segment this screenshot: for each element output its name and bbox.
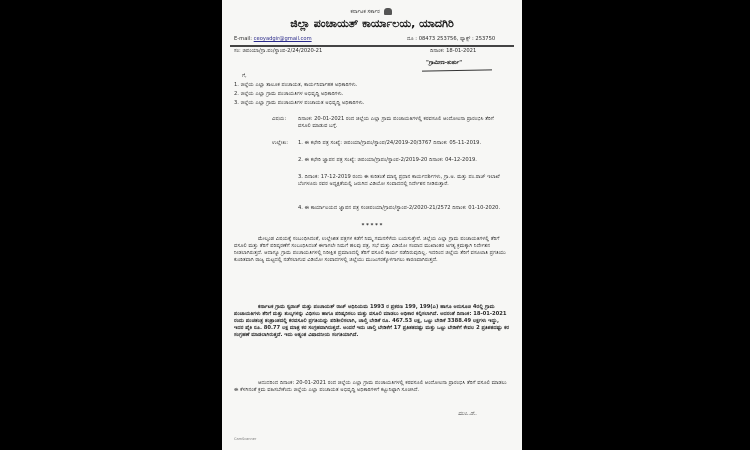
office-title: ಜಿಲ್ಲಾ ಪಂಚಾಯತ್ ಕಾರ್ಯಾಲಯ, ಯಾದಗಿರಿ: [290, 17, 454, 30]
subject-text: ದಿನಾಂಕ: 20-01-2021 ರಂದ ಜಿಲ್ಲೆಯ ಎಲ್ಲಾ ಗ್ರಾಮ ಪಂಚಾಯತಿಗಳಲ್ಲಿ ಕರವಸೂಲಿ ಆಂದೋಲನಾ ಪ್ರಾರಂಭಿಸಿ ತೆರಿಗೆ ವಸೂಲಿ ಮಾಡುವ ಬಗ್ಗೆ.: [298, 116, 494, 129]
email-line: [234, 36, 312, 43]
paragraph-3: ಆದುದರಿಂದ ದಿನಾಂಕ: 20-01-2021 ರಂದ ಜಿಲ್ಲೆಯ ಎಲ್ಲಾ ಗ್ರಾಮ ಪಂಚಾಯತಿಗಳಲ್ಲಿ ಕರವಸೂಲಿ ಆಂದೋಲನಾ ಪ್ರಾರಂಭಿಸಿ ತೆರಿಗೆ ವಸೂಲಿ ಮಾಡಲು ಈ ಕೆಳಗಿನಂತೆ ಕ್ರಮ ವಹಿಸಬೇಕೆಂದು ಜಿಲ್ಲೆಯ ಎಲ್ಲಾ ಪಂಚಾಯತ ಅಭಿವೃದ್ಧಿ ಅಧಿಕಾರಿಗಳಿಗೆ ಕಟ್ಟುನಿಟ್ಟಾಗಿ ಸೂಚಿಸಿದೆ.: [234, 380, 507, 393]
signature: ಮುಂ..ಡೆ..: [458, 411, 477, 417]
phone-line: ದೂ : 08473 253756, ಫ್ಯಾಕ್ಸ್ : 253750: [407, 36, 496, 42]
document-page: [222, 0, 522, 450]
reference-4: 4. ಈ ಕಾರ್ಯಾಲಯದ ಜ್ಞಾಪನ ಪತ್ರ ಸಂಜಿಪಂಯಾ/ಗ್ರಾಪಂ/ಸ್ಥಾಂಪ-2/2020-21/2572 ದಿನಾಂಕ: 01-10-2020.: [298, 205, 501, 211]
paragraph-2: ಕರ್ನಾಟಕ ಗ್ರಾಮ ಸ್ವರಾಜ್ ಮತ್ತು ಪಂಚಾಯತ್ ರಾಜ್ ಅಧಿನಿಯಮ 1993 ರ ಪ್ರಕರಣ 199, 199(ಎ) ಹಾಗೂ ಅನುಸೂಚಿ 4ರಲ್ಲಿ ಗ್ರಾಮ ಪಂಚಾಯತಿಗಳು ತೆರಿಗೆ ಮತ್ತು ಶುಲ್ಕಗಳನ್ನು ವಿಧಿಸಲು ಹಾಗೂ ಪರಿಷ್ಕರಿಸಲು ಮತ್ತು ವಸೂಲಿ ಮಾಡಲು ಅಧಿಕಾರ ಕಲ್ಪಿಸಲಾಗಿದೆ. ಅದರಂತೆ ದಿನಾಂಕ: 18-01-2021 ರಂದು ಪಂಚತಂತ್ರ ತಂತ್ರಾಂಶದಲ್ಲಿ ಕರವಸೂಲಿ ಪ್ರಗತಿಯನ್ನು ಪರಿಶೀಲಿಸಲಾಗಿ, ಚಾಲ್ತಿ ಬೇಡಿಕೆ ರೂ. 467.53 ಲಕ್ಷ, ಒಟ್ಟು ಬೇಡಿಕೆ 3388.49 ಲಕ್ಷಗಳು ಇದ್ದು, ಇದರ ಪೈಕಿ ರೂ. 80.77 ಲಕ್ಷ ಮಾತ್ರ ಕರ ಸಂಗ್ರಹವಾಗಿರುತ್ತದೆ. ಅಂದರೆ ಇದು ಚಾಲ್ತಿ ಬೇಡಿಕೆಗೆ 17 ಪ್ರತಿಶತದಷ್ಟು ಮತ್ತು ಒಟ್ಟು ಬೇಡಿಕೆಗೆ ಕೇವಲ 2 ಪ್ರತಿಶತದಷ್ಟು ಕರ ಸಂಗ್ರಹಣೆ ಮಾಡಲಾಗಿರುತ್ತದೆ. ಇದು ಅತ್ಯಂತ ವಿಷಾದನೀಯ ಸಂಗತಿಯಾಗಿದೆ.: [234, 304, 510, 338]
reference-number: ಸಂ: ಜಿಪಂಯಾ/ಗ್ರಾ.ಪಂ/ಸ್ಥಾಂಪ-2/24/2020-21: [234, 48, 323, 54]
separator-stars: * * * * *: [361, 223, 383, 229]
header-divider: [230, 45, 514, 47]
reference-2: 2. ಈ ಕಛೇರಿ ಜ್ಞಾಪನ ಪತ್ರ ಸಂಖ್ಯೆ: ಜಿಪಂಯಾ/ಗ್ರಾಪಂ/ಸ್ಥಾಂಪ-2/2019-20 ದಿನಾಂಕ: 04-12-2019.: [298, 157, 477, 163]
to-label: ಗೆ,: [242, 73, 247, 79]
stamp-underline: [422, 69, 492, 71]
reference-3: 3. ದಿನಾಂಕ: 17-12-2019 ರಂದು ಈ ಕುರಿತಂತೆ ಮಾನ್ಯ ಪ್ರಧಾನ ಕಾರ್ಯದರ್ಶಿಗಳು, ಗ್ರಾ.ಅ. ಮತ್ತು ಪಂ.ರಾಜ್ ಇಲಾಖೆ ಬೆಂಗಳೂರು ರವರ ಅಧ್ಯಕ್ಷತೆಯಲ್ಲಿ ಜರುಗಿದ ವಿಡಿಯೋ ಸಂವಾದದಲ್ಲಿ ನಿರ್ದೇಶನ ನೀಡಿರುತ್ತಾರೆ.: [298, 174, 500, 187]
recipient-2: 2. ಜಿಲ್ಲೆಯ ಎಲ್ಲಾ ಗ್ರಾಮ ಪಂಚಾಯತಿಗಳ ಅಭಿವೃದ್ಧಿ ಅಧಿಕಾರಿಗಳು.: [234, 91, 344, 97]
reference-1: 1. ಈ ಕಛೇರಿ ಪತ್ರ ಸಂಖ್ಯೆ: ಜಿಪಂಯಾ/ಗ್ರಾಪಂ/ಸ್ಥಾಂಪ/24/2019-20/3767 ದಿನಾಂಕ: 05-11-2019.: [298, 140, 482, 146]
email-link[interactable]: ceoyadgir@gmail.com: [253, 36, 312, 42]
references-label: ಉಲ್ಲೇಖ:: [272, 140, 289, 146]
government-label: ಕರ್ನಾಟಕ ಸರ್ಕಾರ: [350, 9, 380, 15]
letter-date: ದಿನಾಂಕ: 18-01-2021: [430, 48, 477, 54]
recipient-1: 1. ಜಿಲ್ಲೆಯ ಎಲ್ಲಾ ತಾಲೂಕ ಪಂಚಾಯತ, ಕಾರ್ಯನಿರ್ವಾಹಕ ಅಧಿಕಾರಿಗಳು.: [234, 82, 358, 88]
state-emblem-icon: [384, 8, 392, 15]
recipient-3: 3. ಜಿಲ್ಲೆಯ ಎಲ್ಲಾ ಗ್ರಾಮ ಪಂಚಾಯತಿಗಳ ಪಂಚಾಯತ ಅಭಿವೃದ್ಧಿ ಅಧಿಕಾರಿಗಳು.: [234, 100, 365, 106]
urgency-stamp: "ಗ್ರಾಮೀಣ-ತುರ್ತು": [426, 60, 463, 66]
letterhead-government: [222, 8, 522, 16]
subject-label: ವಿಷಯ:: [272, 116, 287, 122]
scanner-footer: CamScanner: [234, 437, 257, 441]
paragraph-1: ಮೇಲ್ಕಂಡ ವಿಷಯಕ್ಕೆ ಸಂಬಂಧಿಸಿದಂತೆ, ಉಲ್ಲೇಖಿತ ಪತ್ರಗಳ ಕಡೆಗೆ ನಿಮ್ಮ ಗಮನಸೆಳೆಯ ಬಯಸುತ್ತೇನೆ. ಜಿಲ್ಲೆಯ ಎಲ್ಲಾ ಗ್ರಾಮ ಪಂಚಾಯತಿಗಳಲ್ಲಿ ತೆರಿಗೆ ವಸೂಲಿ ಮತ್ತು ತೆರಿಗೆ ಪರಿಷ್ಕರಣೆಗೆ ಸಂಬಂಧಿಸಿದಂತೆ ಈಗಾಗಲೇ ನಿಮಗೆ ಹಲವು ಪತ್ರ, ಸಭೆ ಮತ್ತು ವಿಡಿಯೋ ಸಂವಾದ ಮುಖಾಂತರ ಅಗತ್ಯ ಕ್ರಮಕ್ಕಾಗಿ ನಿರ್ದೇಶನ ನೀಡಲಾಗಿರುತ್ತದೆ. ಆದಾಗ್ಯೂ ಗ್ರಾಮ ಪಂಚಾಯತಿಗಳಲ್ಲಿ ನಿರೀಕ್ಷಿತ ಪ್ರಮಾಣದಲ್ಲಿ ತೆರಿಗೆ ವಸೂಲಿ ಕಾರ್ಯ ನಡೆದಿರುವುದಿಲ್ಲ. ಇದರಿಂದ ಜಿಲ್ಲೆಯ ತೆರಿಗೆ ವಸೂಲಾತಿ ಪ್ರಗತಿಯು ಕುಂಠಿತವಾಗಿ ರಾಜ್ಯ ಮಟ್ಟದಲ್ಲಿ ನಡೆಸಲಾಗುವ ವಿಡಿಯೋ ಸಂವಾದಗಳಲ್ಲಿ ಜಿಲ್ಲೆಯು ಮುಜುಗರಕ್ಕೊಳಗಾಗಲು ಕಾರಣವಾಗಿರುತ್ತದೆ.: [234, 236, 506, 263]
email-label: E-mail:: [234, 36, 253, 42]
